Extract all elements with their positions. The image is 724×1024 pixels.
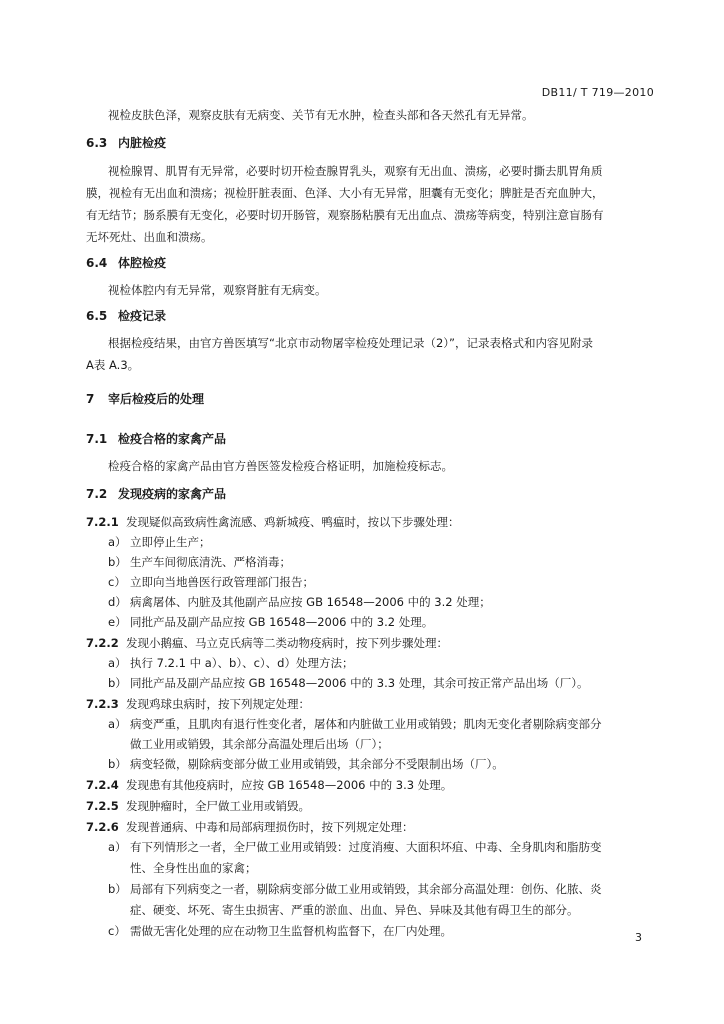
clause-number: 7.2.4 [86,778,119,792]
clause-7-2-1 [86,511,460,533]
body-cavity-paragraph: 视检体腔内有无异常，观察肾脏有无病变。 [108,283,327,297]
clause-7-2-5 [86,795,310,817]
item-text: 同批产品及副产品应按 GB 16548—2006 中的 3.2 处理。 [130,615,434,629]
clause-text: 发现肿瘤时，全尸做工业用或销毁。 [126,799,310,813]
section-number: 7.1 [86,432,108,446]
section-title: 检疫合格的家禽产品 [118,432,227,446]
item-text: 立即向当地兽医行政管理部门报告； [130,575,314,589]
list-item-continuation: 性、全身性出血的家禽； [130,861,257,875]
item-text: 执行 7.2.1 中 a）、b）、c）、d）处理方法； [130,656,354,670]
clause-text: 发现小鹅瘟、马立克氏病等二类动物疫病时，按下列步骤处理： [126,636,448,650]
item-label: a） [108,656,127,670]
item-text: 立即停止生产； [130,535,211,549]
item-text: 病变轻微，剔除病变部分做工业用或销毁，其余部分不受限制出场（厂）。 [130,757,504,771]
section-6-5-heading [86,307,166,324]
record-line-1: 根据检疫结果，由官方兽医填写“北京市动物屠宰检疫处理记录（2）”，记录表格式和内容见附录 [108,336,593,350]
section-6-4-heading [86,254,166,271]
section-number: 7.2 [86,487,108,501]
list-item [108,652,353,674]
item-label: e） [108,615,127,629]
list-item [108,531,211,553]
item-text: 病禽屠体、内脏及其他副产品应按 GB 16548—2006 中的 3.2 处理； [130,595,491,609]
section-7-1-heading [86,430,226,447]
section-number: 6.5 [86,309,108,323]
visceral-line-1: 视检腺胃、肌胃有无异常，必要时切开检查腺胃乳头，观察有无出血、溃疡，必要时撕去肌胃角质 [108,164,603,178]
list-item [108,571,314,593]
clause-text: 发现疑似高致病性禽流感、鸡新城疫、鸭瘟时，按以下步骤处理： [126,515,460,529]
clause-number: 7.2.2 [86,636,119,650]
list-item [108,920,452,942]
item-text: 生产车间彻底清洗、严格消毒； [130,555,291,569]
section-7-heading [86,390,204,407]
item-label: b） [108,676,127,690]
item-label: b） [108,555,127,569]
clause-7-2-2 [86,632,448,654]
visceral-line-2: 膜，视检有无出血和溃疡；视检肝脏表面、色泽、大小有无异常，胆囊有无变化；脾脏是否充血肿大， [86,186,604,200]
item-label: a） [108,840,127,854]
item-label: c） [108,924,126,938]
qualified-products-paragraph: 检疫合格的家禽产品由官方兽医签发检疫合格证明，加施检疫标志。 [108,459,453,473]
clause-7-2-4 [86,774,452,796]
section-number: 7 [86,392,95,406]
clause-7-2-3 [86,693,310,715]
clause-text: 发现患有其他疫病时，应按 GB 16548—2006 中的 3.3 处理。 [126,778,453,792]
item-label: b） [108,882,127,896]
clause-text: 发现普通病、中毒和局部病理损伤时，按下列规定处理： [126,820,414,834]
list-item [108,713,602,735]
document-code-header: DB11/ T 719—2010 [541,86,654,99]
item-label: c） [108,575,126,589]
clause-7-2-6 [86,816,414,838]
section-title: 检疫记录 [118,309,167,323]
record-line-2: A表 A.3。 [86,358,140,372]
list-item [108,836,602,858]
clause-number: 7.2.1 [86,515,119,529]
skin-check-paragraph: 视检皮肤色泽，观察皮肤有无病变、关节有无水肿，检查头部和各天然孔有无异常。 [108,108,534,122]
item-text: 需做无害化处理的应在动物卫生监督机构监督下，在厂内处理。 [130,924,452,938]
list-item [108,591,491,613]
section-title: 宰后检疫后的处理 [108,392,205,406]
clause-number: 7.2.3 [86,697,119,711]
item-text: 病变严重，且肌肉有退行性变化者，屠体和内脏做工业用或销毁；肌肉无变化者剔除病变部分 [130,717,602,731]
list-item [108,878,602,900]
clause-text: 发现鸡球虫病时，按下列规定处理： [126,697,310,711]
list-item [108,672,588,694]
clause-number: 7.2.6 [86,820,119,834]
page-number: 3 [635,931,642,944]
section-title: 发现疫病的家禽产品 [118,487,227,501]
section-number: 6.4 [86,256,108,270]
item-text: 局部有下列病变之一者，剔除病变部分做工业用或销毁，其余部分高温处理：创伤、化脓、炎 [130,882,602,896]
section-6-3-heading [86,134,166,151]
list-item-continuation: 症、硬变、坏死、寄生虫损害、严重的淤血、出血、异色、异味及其他有碍卫生的部分。 [130,903,579,917]
clause-number: 7.2.5 [86,799,119,813]
list-item-continuation: 做工业用或销毁，其余部分高温处理后出场（厂）； [130,737,389,751]
item-text: 有下列情形之一者，全尸做工业用或销毁：过度消瘦、大面积坏疽、中毒、全身肌肉和脂肪变 [130,840,602,854]
visceral-line-3: 有无结节；肠系膜有无变化，必要时切开肠管，观察肠粘膜有无出血点、溃疡等病变，特别注意盲肠有 [86,208,604,222]
item-label: a） [108,717,127,731]
item-text: 同批产品及副产品应按 GB 16548—2006 中的 3.3 处理，其余可按正常产品出场（厂）。 [130,676,589,690]
section-number: 6.3 [86,136,108,150]
section-7-2-heading [86,485,226,502]
item-label: a） [108,535,127,549]
item-label: d） [108,595,127,609]
visceral-line-4: 无坏死灶、出血和溃疡。 [86,230,213,244]
list-item [108,551,291,573]
section-title: 内脏检疫 [118,136,167,150]
item-label: b） [108,757,127,771]
list-item [108,753,504,775]
section-title: 体腔检疫 [118,256,167,270]
list-item [108,611,433,633]
